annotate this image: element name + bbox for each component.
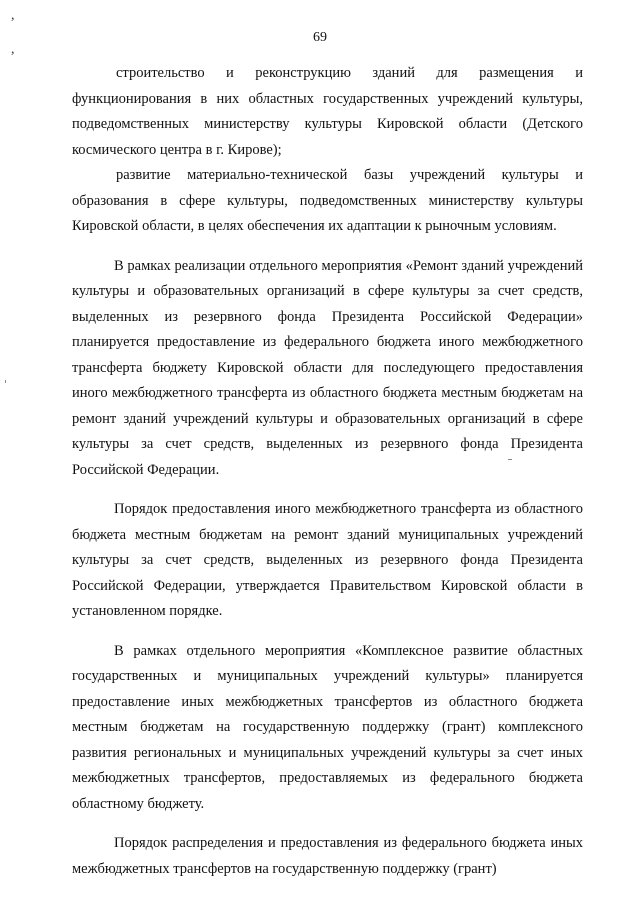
page-number: 69 [313,30,327,45]
paragraph-repair-measure: В рамках реализации отдельного мероприятия «Ремонт зданий учреждений культуры и образовательных организаций в сфере культуры за счет средств, выделенных из резервного фонда Президента Российской Федерации» планируется предоставление из федерального бюджета иного межбюджетного трансферта бюджету Кировской области для последующего предоставления иного межбюджетного трансферта из областного бюджета местным бюджетам на ремонт зданий учреждений культуры и образовательных организаций в сфере культуры за счет средств, выделенных из резервного фонда Президента Российской Федерации. [72,257,583,478]
paragraph-transfer-procedure: Порядок предоставления иного межбюджетного трансферта из областного бюджета местным бюджетам на ремонт зданий муниципальных учреждений культуры за счет средств, выделенных из резервного фонда Президента Российской Федерации, утверждается Правительством Кировской области в установленном порядке. [72,501,583,619]
paragraph-distribution-procedure: Порядок распределения и предоставления из федерального бюджета иных межбюджетных трансфертов на государственную поддержку (грант) [72,835,583,877]
document-body [72,61,583,882]
margin-mark: , [11,42,15,57]
margin-mark: , [11,8,15,23]
paragraph-material-base: развитие материально-технической базы учреждений культуры и образования в сфере культуры, подведомственных министерству культуры Кировской области, в целях обеспечения их адаптации к рыночным условиям. [72,167,583,234]
paragraph-construction: строительство и реконструкцию зданий для размещения и функционирования в них областных государственных учреждений культуры, подведомственных министерству культуры Кировской области (Детского космического центра в г. Кирове); [72,65,583,158]
scan-speck [5,380,6,383]
paragraph-complex-development: В рамках отдельного мероприятия «Комплексное развитие областных государственных и муниципальных учреждений культуры» планируется предоставление иных межбюджетных трансфертов из областного бюджета местным бюджетам на государственную поддержку (грант) комплексного развития региональных и муниципальных учреждений культуры за счет иных межбюджетных трансфертов, предоставляемых из федерального бюджета областному бюджету. [72,642,583,812]
